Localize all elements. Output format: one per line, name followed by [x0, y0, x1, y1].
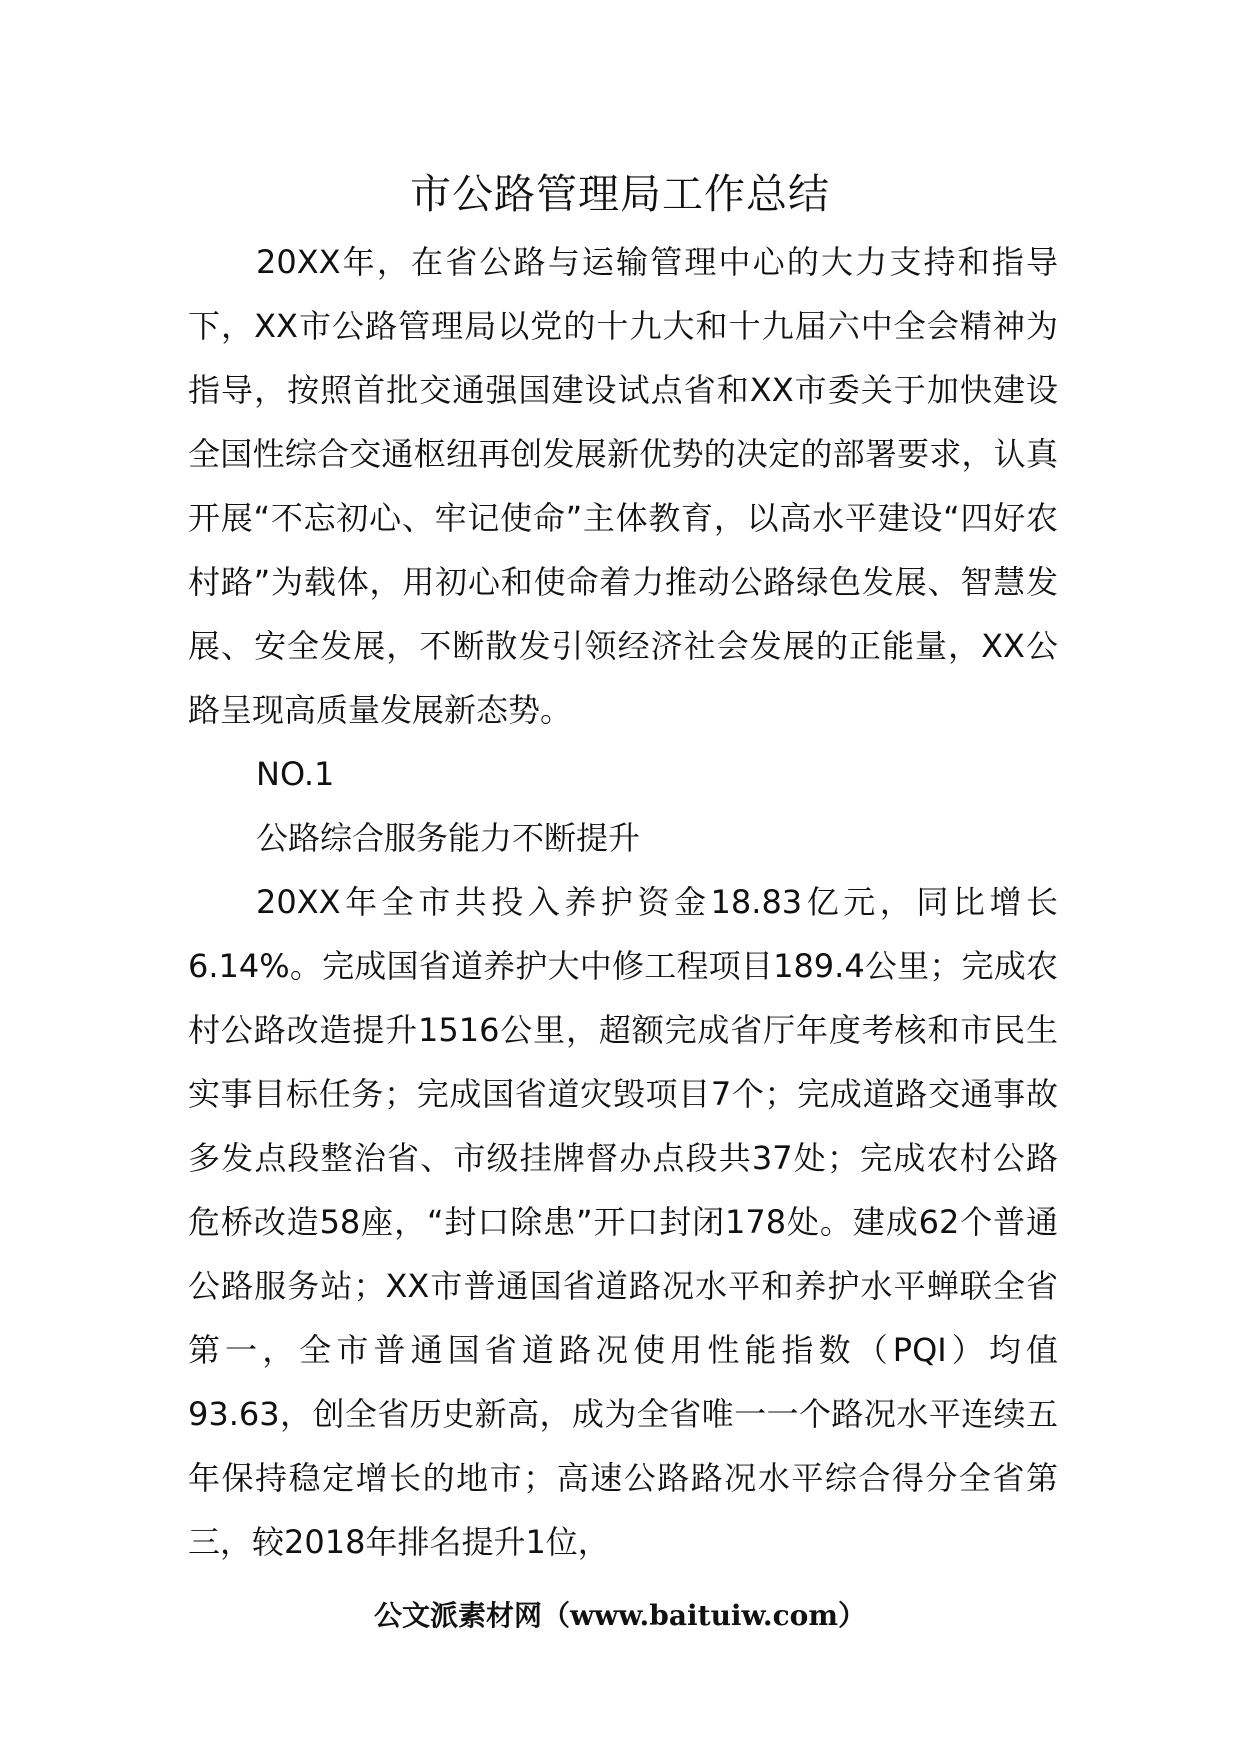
section-heading: 公路综合服务能力不断提升 — [256, 819, 641, 857]
document-body — [188, 230, 1058, 1574]
section-body-paragraph: 20XX年全市共投入养护资金18.83亿元，同比增长6.14%。完成国省道养护大中修工程项目189.4公里；完成农村公路改造提升1516公里，超额完成省厅年度考核和市民生实事目标任务；完成国省道灾毁项目7个；完成道路交通事故多发点段整治省、市级挂牌督办点段共37处；完成农村公路危桥改造58座，“封口除患”开口封闭178处。建成62个普通公路服务站；XX市普通国省道路况水平和养护水平蝉联全省第一，全市普通国省道路况使用性能指数（PQI）均值93.63，创全省历史新高，成为全省唯一一个路况水平连续五年保持稳定增长的地市；高速公路路况水平综合得分全省第三，较2018年排名提升1位， — [188, 883, 1058, 1561]
footer-watermark: 公文派素材网（www.baituiw.com） — [374, 1599, 866, 1632]
document-title: 市公路管理局工作总结 — [410, 170, 830, 218]
section-number: NO.1 — [256, 755, 335, 793]
intro-paragraph: 20XX年，在省公路与运输管理中心的大力支持和指导下，XX市公路管理局以党的十九大和十九届六中全会精神为指导，按照首批交通强国建设试点省和XX市委关于加快建设全国性综合交通枢纽再创发展新优势的决定的部署要求，认真开展“不忘初心、牢记使命”主体教育，以高水平建设“四好农村路”为载体，用初心和使命着力推动公路绿色发展、智慧发展、安全发展，不断散发引领经济社会发展的正能量，XX公路呈现高质量发展新态势。 — [188, 243, 1058, 729]
